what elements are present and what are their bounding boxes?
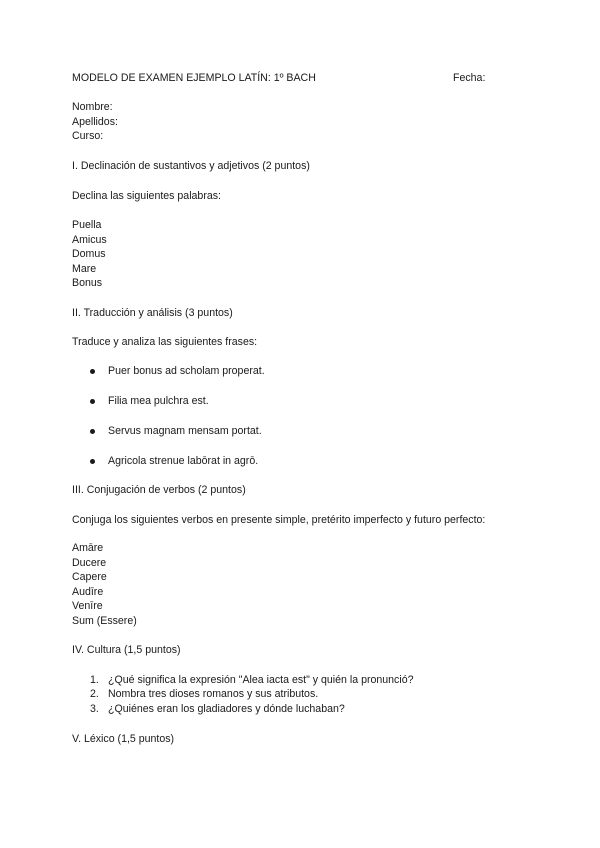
question-number: 3. — [90, 703, 99, 715]
section-2-heading: II. Traducción y análisis (3 puntos) — [72, 307, 233, 319]
bullet-icon — [90, 459, 95, 464]
bullet-icon — [90, 369, 95, 374]
list-item: Amāre — [72, 542, 104, 554]
surname-field-label: Apellidos: — [72, 115, 118, 128]
name-field-label: Nombre: — [72, 101, 113, 113]
question-number: 2. — [90, 688, 99, 700]
declension-word-list — [72, 218, 107, 291]
section-3-instruction: Conjuga los siguientes verbos en presente simple, pretérito imperfecto y futuro perfecto: — [72, 514, 486, 526]
section-1-heading-wrap — [72, 159, 310, 174]
list-item: Puella — [72, 219, 102, 231]
section-5-heading: V. Léxico (1,5 puntos) — [72, 733, 175, 745]
section-2-instruction: Traduce y analiza las siguientes frases: — [72, 336, 258, 348]
question-number: 1. — [90, 674, 99, 686]
sentence-text: Servus magnam mensam portat. — [108, 425, 262, 437]
sentence-text: Agricola strenue labōrat in agrō. — [108, 455, 259, 467]
section-3-instruction-wrap — [72, 513, 485, 528]
question-text: Nombra tres dioses romanos y sus atributos. — [108, 688, 319, 700]
section-1-instruction-wrap — [72, 189, 221, 204]
section-3-heading: III. Conjugación de verbos (2 puntos) — [72, 484, 246, 496]
section-1-instruction: Declina las siguientes palabras: — [72, 190, 221, 202]
section-4-heading-wrap — [72, 643, 181, 658]
bullet-icon — [90, 399, 95, 404]
list-item: Mare — [72, 262, 97, 275]
list-item: Venīre — [72, 600, 103, 612]
verb-list — [72, 541, 137, 628]
sentence-text: Filia mea pulchra est. — [108, 395, 209, 407]
course-field-label: Curso: — [72, 130, 104, 142]
list-item: Domus — [72, 248, 106, 260]
exam-title: MODELO DE EXAMEN EJEMPLO LATÍN: 1º BACH — [72, 72, 316, 84]
list-item: Ducere — [72, 556, 107, 569]
section-2-heading-wrap — [72, 306, 233, 321]
section-5-heading-wrap — [72, 732, 174, 747]
list-item: Capere — [72, 571, 107, 583]
list-item: Audīre — [72, 585, 104, 598]
list-item: Amicus — [72, 233, 107, 246]
section-1-heading: I. Declinación de sustantivos y adjetivos (2 puntos) — [72, 160, 310, 172]
question-text: ¿Quiénes eran los gladiadores y dónde luchaban? — [108, 703, 345, 715]
sentence-text: Puer bonus ad scholam properat. — [108, 365, 265, 377]
section-4-heading: IV. Cultura (1,5 puntos) — [72, 644, 181, 656]
section-3-heading-wrap — [72, 483, 246, 498]
student-fields — [72, 100, 118, 144]
section-2-instruction-wrap — [72, 335, 257, 350]
list-item: Bonus — [72, 277, 103, 289]
question-text: ¿Qué significa la expresión "Alea iacta est" y quién la pronunció? — [108, 674, 414, 686]
list-item: Sum (Essere) — [72, 614, 137, 627]
date-label: Fecha: — [453, 72, 486, 84]
bullet-icon — [90, 429, 95, 434]
